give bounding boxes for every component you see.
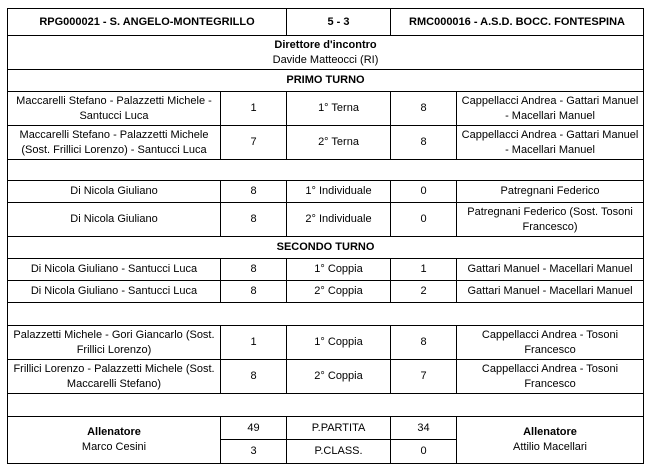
home-points: 8 — [221, 259, 287, 281]
home-players: Palazzetti Michele - Gori Giancarlo (Sost. Frillici Lorenzo) — [8, 326, 221, 360]
match-report-table — [7, 8, 644, 464]
game-type: 1° Individuale — [287, 181, 391, 203]
home-points: 7 — [221, 126, 287, 160]
away-players: Cappellacci Andrea - Gattari Manuel - Macellari Manuel — [457, 126, 644, 160]
round-title-row — [8, 237, 644, 259]
away-class-points: 0 — [391, 440, 457, 464]
home-coach-name: Marco Cesini — [81, 441, 147, 453]
game-type: 2° Individuale — [287, 203, 391, 237]
home-players: Frillici Lorenzo - Palazzetti Michele (Sost. Maccarelli Stefano) — [8, 360, 221, 394]
home-points: 1 — [221, 326, 287, 360]
game-row — [8, 203, 644, 237]
away-team: RMC000016 - A.S.D. BOCC. FONTESPINA — [391, 9, 644, 36]
footer-row — [8, 417, 644, 440]
away-partita-points: 34 — [391, 417, 457, 440]
game-row — [8, 181, 644, 203]
spacer-row — [8, 394, 644, 417]
away-coach-name: Attilio Macellari — [513, 441, 587, 453]
home-points: 8 — [221, 203, 287, 237]
home-points: 8 — [221, 281, 287, 303]
director-row — [8, 36, 644, 70]
away-points: 7 — [391, 360, 457, 394]
game-row — [8, 281, 644, 303]
home-team: RPG000021 - S. ANGELO-MONTEGRILLO — [8, 9, 287, 36]
partita-label: P.PARTITA — [287, 417, 391, 440]
director-label: Direttore d'incontro — [274, 38, 377, 51]
home-players: Di Nicola Giuliano - Santucci Luca — [8, 259, 221, 281]
class-label: P.CLASS. — [287, 440, 391, 464]
away-players: Patregnani Federico — [457, 181, 644, 203]
away-points: 8 — [391, 326, 457, 360]
away-points: 8 — [391, 126, 457, 160]
game-row — [8, 326, 644, 360]
away-points: 1 — [391, 259, 457, 281]
away-players: Gattari Manuel - Macellari Manuel — [457, 281, 644, 303]
away-players: Gattari Manuel - Macellari Manuel — [457, 259, 644, 281]
game-row — [8, 360, 644, 394]
home-players: Di Nicola Giuliano — [8, 203, 221, 237]
home-coach-label: Allenatore — [87, 426, 141, 438]
director-cell — [8, 36, 644, 70]
spacer-cell — [8, 394, 644, 417]
home-points: 8 — [221, 181, 287, 203]
spacer-row — [8, 160, 644, 181]
match-score: 5 - 3 — [287, 9, 391, 36]
header-row — [8, 9, 644, 36]
game-type: 1° Coppia — [287, 259, 391, 281]
home-partita-points: 49 — [221, 417, 287, 440]
game-type: 2° Terna — [287, 126, 391, 160]
away-points: 2 — [391, 281, 457, 303]
game-type: 1° Coppia — [287, 326, 391, 360]
game-type: 1° Terna — [287, 92, 391, 126]
home-class-points: 3 — [221, 440, 287, 464]
away-players: Cappellacci Andrea - Tosoni Francesco — [457, 360, 644, 394]
home-players: Di Nicola Giuliano — [8, 181, 221, 203]
away-players: Patregnani Federico (Sost. Tosoni Francesco) — [457, 203, 644, 237]
spacer-row — [8, 303, 644, 326]
away-points: 0 — [391, 203, 457, 237]
round-title-row — [8, 70, 644, 92]
home-players: Maccarelli Stefano - Palazzetti Michele - Santucci Luca — [8, 92, 221, 126]
spacer-cell — [8, 303, 644, 326]
home-coach-cell — [8, 417, 221, 464]
director-name: Davide Matteocci (RI) — [272, 53, 379, 66]
away-coach-cell — [457, 417, 644, 464]
home-players: Di Nicola Giuliano - Santucci Luca — [8, 281, 221, 303]
game-type: 2° Coppia — [287, 360, 391, 394]
away-coach-label: Allenatore — [523, 426, 577, 438]
away-points: 8 — [391, 92, 457, 126]
game-row — [8, 259, 644, 281]
home-points: 1 — [221, 92, 287, 126]
first-round-title: PRIMO TURNO — [8, 70, 644, 92]
game-type: 2° Coppia — [287, 281, 391, 303]
game-row — [8, 126, 644, 160]
home-points: 8 — [221, 360, 287, 394]
away-players: Cappellacci Andrea - Tosoni Francesco — [457, 326, 644, 360]
game-row — [8, 92, 644, 126]
spacer-cell — [8, 160, 644, 181]
second-round-title: SECONDO TURNO — [8, 237, 644, 259]
away-points: 0 — [391, 181, 457, 203]
match-report-sheet — [7, 8, 643, 464]
home-players: Maccarelli Stefano - Palazzetti Michele (Sost. Frillici Lorenzo) - Santucci Luca — [8, 126, 221, 160]
away-players: Cappellacci Andrea - Gattari Manuel - Macellari Manuel — [457, 92, 644, 126]
